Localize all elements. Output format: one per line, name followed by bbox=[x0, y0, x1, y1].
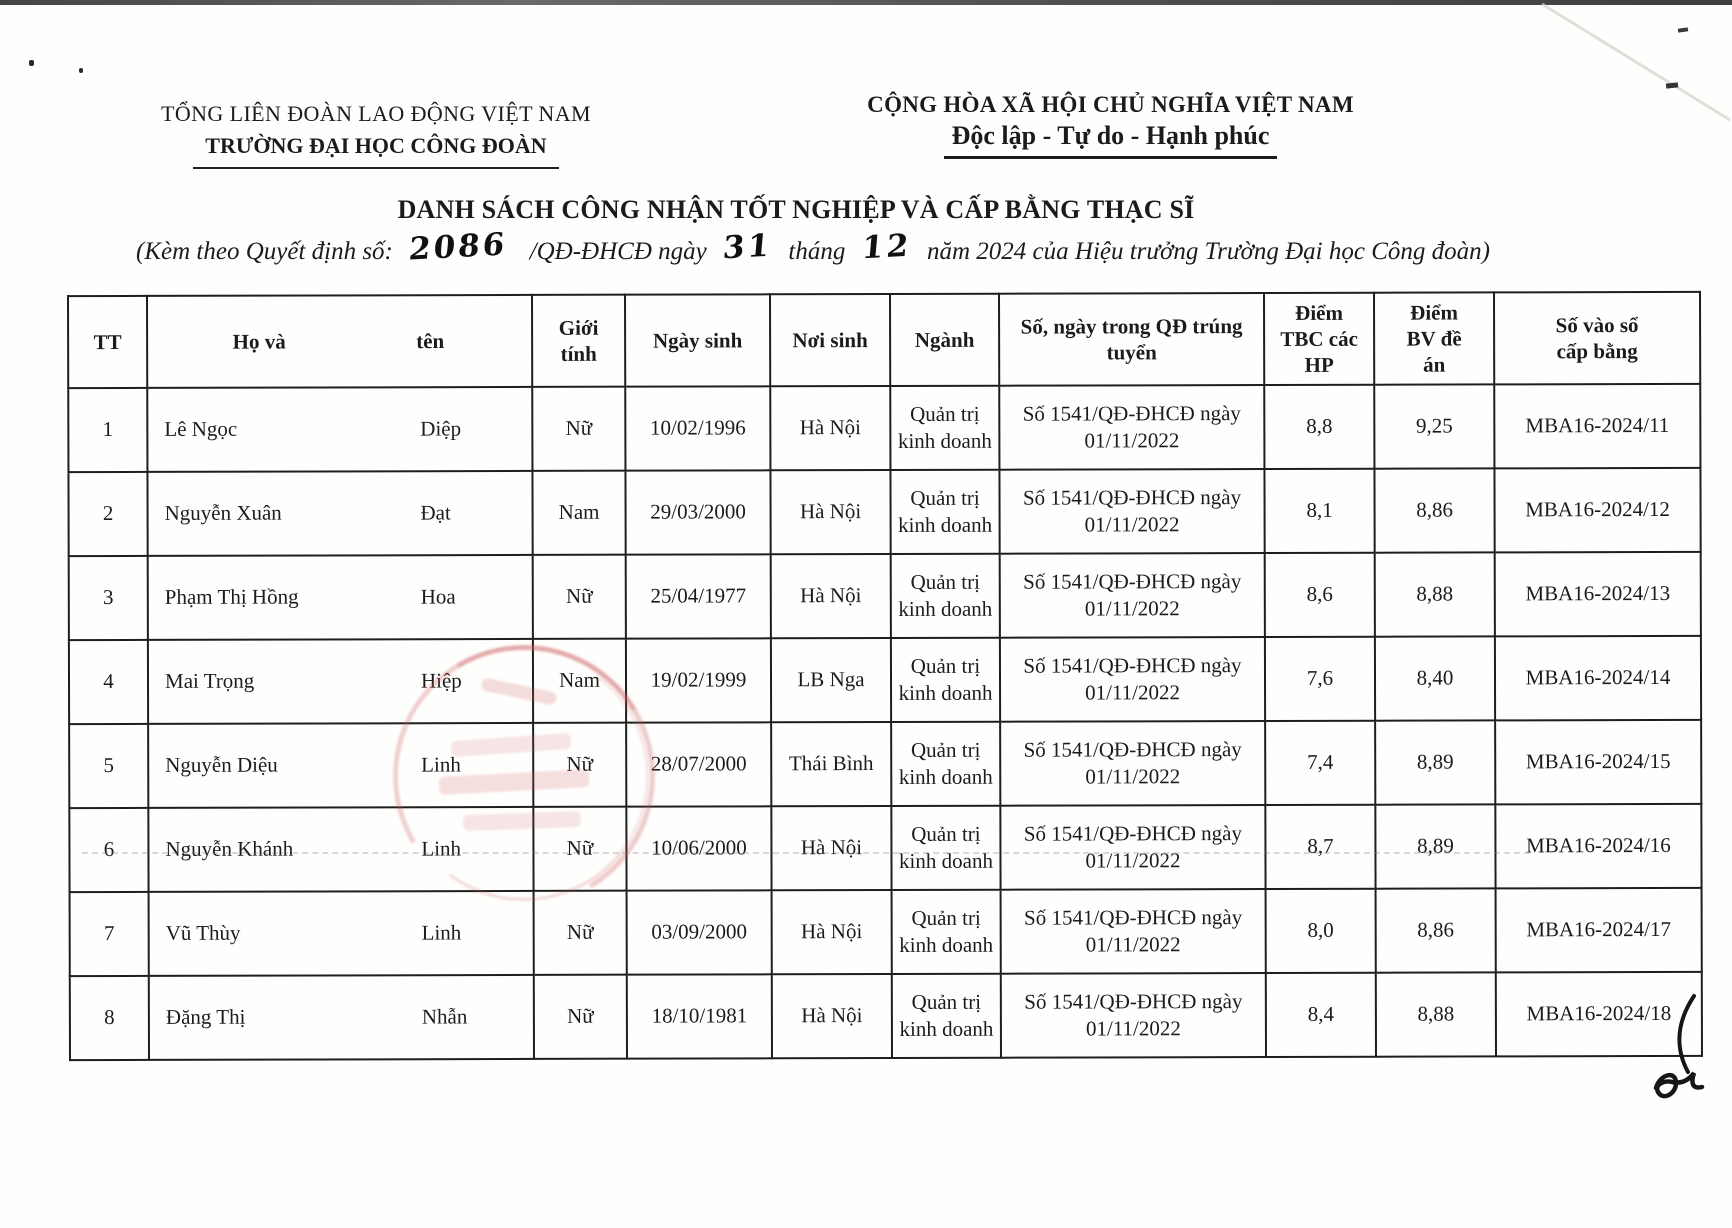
cell-dob: 10/06/2000 bbox=[626, 806, 771, 890]
col-header-reg: Số vào sổ cấp bằng bbox=[1494, 292, 1700, 385]
scan-streak bbox=[82, 852, 1530, 854]
cell-gender: Nữ bbox=[533, 807, 626, 891]
cell-name: Đặng Thị Nhẫn bbox=[149, 975, 534, 1060]
cell-major: Quản trị kinh doanh bbox=[890, 386, 999, 470]
subtitle-part1: (Kèm theo Quyết định số: bbox=[136, 238, 393, 265]
cell-reg: MBA16-2024/11 bbox=[1494, 384, 1700, 469]
cell-decision: Số 1541/QĐ-ĐHCĐ ngày 01/11/2022 bbox=[1000, 805, 1265, 890]
handwritten-month: 12 bbox=[860, 227, 913, 267]
cell-decision: Số 1541/QĐ-ĐHCĐ ngày 01/11/2022 bbox=[1001, 889, 1266, 974]
col-header-pob: Nơi sinh bbox=[770, 294, 890, 386]
pen-squiggle-mark bbox=[1598, 986, 1728, 1146]
cell-dob: 03/09/2000 bbox=[627, 890, 772, 974]
cell-decision: Số 1541/QĐ-ĐHCĐ ngày 01/11/2022 bbox=[999, 385, 1264, 470]
cell-tt: 2 bbox=[68, 472, 147, 556]
table-row bbox=[69, 552, 1701, 640]
cell-reg: MBA16-2024/13 bbox=[1495, 552, 1701, 637]
cell-name: Vũ Thùy Linh bbox=[149, 891, 534, 976]
cell-major: Quản trị kinh doanh bbox=[891, 806, 1000, 890]
cell-defense: 8,86 bbox=[1374, 468, 1494, 552]
org-right-line1: CỘNG HÒA XÃ HỘI CHỦ NGHĨA VIỆT NAM bbox=[867, 92, 1354, 117]
document-subtitle bbox=[136, 226, 1490, 268]
scanner-edge-line bbox=[0, 0, 1732, 5]
cell-gpa: 7,4 bbox=[1265, 721, 1375, 805]
col-header-major: Ngành bbox=[890, 294, 999, 386]
document-title: DANH SÁCH CÔNG NHẬN TỐT NGHIỆP VÀ CẤP BẰNG THẠC SĨ bbox=[397, 195, 1195, 224]
cell-defense: 9,25 bbox=[1374, 384, 1494, 468]
cell-tt: 1 bbox=[68, 388, 147, 472]
cell-major: Quản trị kinh doanh bbox=[892, 890, 1001, 974]
subtitle-part2: /QĐ-ĐHCĐ ngày bbox=[529, 238, 707, 265]
cell-name: Lê Ngọc Diệp bbox=[147, 387, 532, 472]
cell-tt: 6 bbox=[69, 808, 148, 892]
cell-defense: 8,88 bbox=[1375, 552, 1495, 636]
col-header-dob: Ngày sinh bbox=[625, 294, 770, 386]
cell-reg: MBA16-2024/16 bbox=[1495, 804, 1701, 889]
cell-decision: Số 1541/QĐ-ĐHCĐ ngày 01/11/2022 bbox=[1000, 553, 1265, 638]
cell-defense: 8,88 bbox=[1376, 972, 1496, 1056]
cell-dob: 19/02/1999 bbox=[626, 638, 771, 722]
cell-pob: Hà Nội bbox=[772, 974, 892, 1058]
cell-tt: 5 bbox=[69, 724, 148, 808]
table-row bbox=[69, 636, 1701, 724]
cell-gpa: 8,6 bbox=[1265, 553, 1375, 637]
cell-major: Quản trị kinh doanh bbox=[890, 470, 999, 554]
cell-gender: Nam bbox=[533, 639, 626, 723]
cell-gpa: 7,6 bbox=[1265, 637, 1375, 721]
table-row bbox=[70, 888, 1702, 976]
cell-gender: Nam bbox=[532, 471, 625, 555]
cell-gpa: 8,8 bbox=[1264, 385, 1374, 469]
cell-tt: 8 bbox=[70, 976, 149, 1060]
cell-pob: Hà Nội bbox=[770, 386, 890, 470]
cell-defense: 8,86 bbox=[1376, 888, 1496, 972]
cell-decision: Số 1541/QĐ-ĐHCĐ ngày 01/11/2022 bbox=[1001, 973, 1266, 1058]
cell-major: Quản trị kinh doanh bbox=[891, 554, 1000, 638]
cell-pob: Hà Nội bbox=[770, 470, 890, 554]
scan-speck bbox=[79, 68, 83, 73]
cell-decision: Số 1541/QĐ-ĐHCĐ ngày 01/11/2022 bbox=[1000, 721, 1265, 806]
cell-decision: Số 1541/QĐ-ĐHCĐ ngày 01/11/2022 bbox=[999, 469, 1264, 554]
cell-dob: 28/07/2000 bbox=[626, 722, 771, 806]
cell-tt: 7 bbox=[70, 892, 149, 976]
cell-pob: LB Nga bbox=[771, 638, 891, 722]
cell-dob: 18/10/1981 bbox=[627, 974, 772, 1058]
table-row bbox=[69, 804, 1701, 892]
cell-dob: 25/04/1977 bbox=[626, 554, 771, 638]
table-row bbox=[68, 384, 1700, 472]
cell-gpa: 8,1 bbox=[1264, 469, 1374, 553]
cell-dob: 10/02/1996 bbox=[625, 386, 770, 470]
cell-name: Phạm Thị Hồng Hoa bbox=[148, 555, 533, 640]
cell-name: Nguyễn Xuân Đạt bbox=[147, 471, 532, 556]
cell-gender: Nữ bbox=[533, 723, 626, 807]
col-header-decision: Số, ngày trong QĐ trúng tuyển bbox=[999, 293, 1264, 386]
col-header-gender: Giới tính bbox=[532, 295, 625, 387]
cell-reg: MBA16-2024/18 bbox=[1496, 972, 1702, 1057]
cell-name: Nguyễn Diệu Linh bbox=[148, 723, 533, 808]
cell-gpa: 8,4 bbox=[1266, 973, 1376, 1057]
cell-gpa: 8,0 bbox=[1266, 889, 1376, 973]
cell-defense: 8,89 bbox=[1375, 720, 1495, 804]
org-header-left bbox=[148, 101, 604, 169]
cell-reg: MBA16-2024/15 bbox=[1495, 720, 1701, 805]
cell-tt: 4 bbox=[69, 640, 148, 724]
cell-gender: Nữ bbox=[533, 555, 626, 639]
handwritten-day: 31 bbox=[721, 227, 774, 267]
cell-gender: Nữ bbox=[534, 975, 627, 1059]
cell-gender: Nữ bbox=[532, 387, 625, 471]
cell-gpa: 8,7 bbox=[1265, 805, 1375, 889]
cell-pob: Hà Nội bbox=[772, 890, 892, 974]
col-header-tt: TT bbox=[68, 296, 147, 388]
col-header-name bbox=[147, 295, 532, 388]
org-left-line2: TRƯỜNG ĐẠI HỌC CÔNG ĐOÀN bbox=[193, 133, 558, 169]
subtitle-part4: năm 2024 của Hiệu trưởng Trường Đại học Công đoàn) bbox=[926, 238, 1490, 265]
col-header-name-part1: Họ và bbox=[232, 329, 286, 354]
org-header-right bbox=[838, 92, 1383, 159]
cell-pob: Hà Nội bbox=[771, 806, 891, 890]
col-header-defense: Điểm BV đề án bbox=[1374, 292, 1494, 384]
cell-major: Quản trị kinh doanh bbox=[892, 974, 1001, 1058]
cell-name: Mai Trọng Hiệp bbox=[148, 639, 533, 724]
org-left-line1: TỔNG LIÊN ĐOÀN LAO ĐỘNG VIỆT NAM bbox=[161, 101, 591, 126]
cell-defense: 8,40 bbox=[1375, 636, 1495, 720]
cell-dob: 29/03/2000 bbox=[625, 470, 770, 554]
cell-name: Nguyễn Khánh Linh bbox=[148, 807, 533, 892]
cell-major: Quản trị kinh doanh bbox=[891, 722, 1000, 806]
scan-speck bbox=[29, 60, 34, 66]
cell-reg: MBA16-2024/17 bbox=[1496, 888, 1702, 973]
cell-tt: 3 bbox=[69, 556, 148, 640]
col-header-gpa: Điểm TBC các HP bbox=[1264, 293, 1374, 385]
cell-pob: Thái Bình bbox=[771, 722, 891, 806]
cell-major: Quản trị kinh doanh bbox=[891, 638, 1000, 722]
cell-reg: MBA16-2024/12 bbox=[1494, 468, 1700, 553]
cell-reg: MBA16-2024/14 bbox=[1495, 636, 1701, 721]
table-row bbox=[69, 720, 1701, 808]
handwritten-decision-number: 2086 bbox=[407, 226, 509, 268]
table-row bbox=[68, 468, 1700, 556]
col-header-name-part2: tên bbox=[416, 329, 445, 354]
graduates-table bbox=[67, 291, 1703, 1061]
table-row bbox=[70, 972, 1702, 1060]
cell-pob: Hà Nội bbox=[771, 554, 891, 638]
table-header-row bbox=[68, 292, 1700, 388]
org-right-line2: Độc lập - Tự do - Hạnh phúc bbox=[944, 121, 1278, 159]
cell-decision: Số 1541/QĐ-ĐHCĐ ngày 01/11/2022 bbox=[1000, 637, 1265, 722]
cell-gender: Nữ bbox=[534, 891, 627, 975]
cell-defense: 8,89 bbox=[1375, 804, 1495, 888]
paper-crease bbox=[1530, 0, 1732, 125]
subtitle-part3: tháng bbox=[788, 238, 846, 265]
